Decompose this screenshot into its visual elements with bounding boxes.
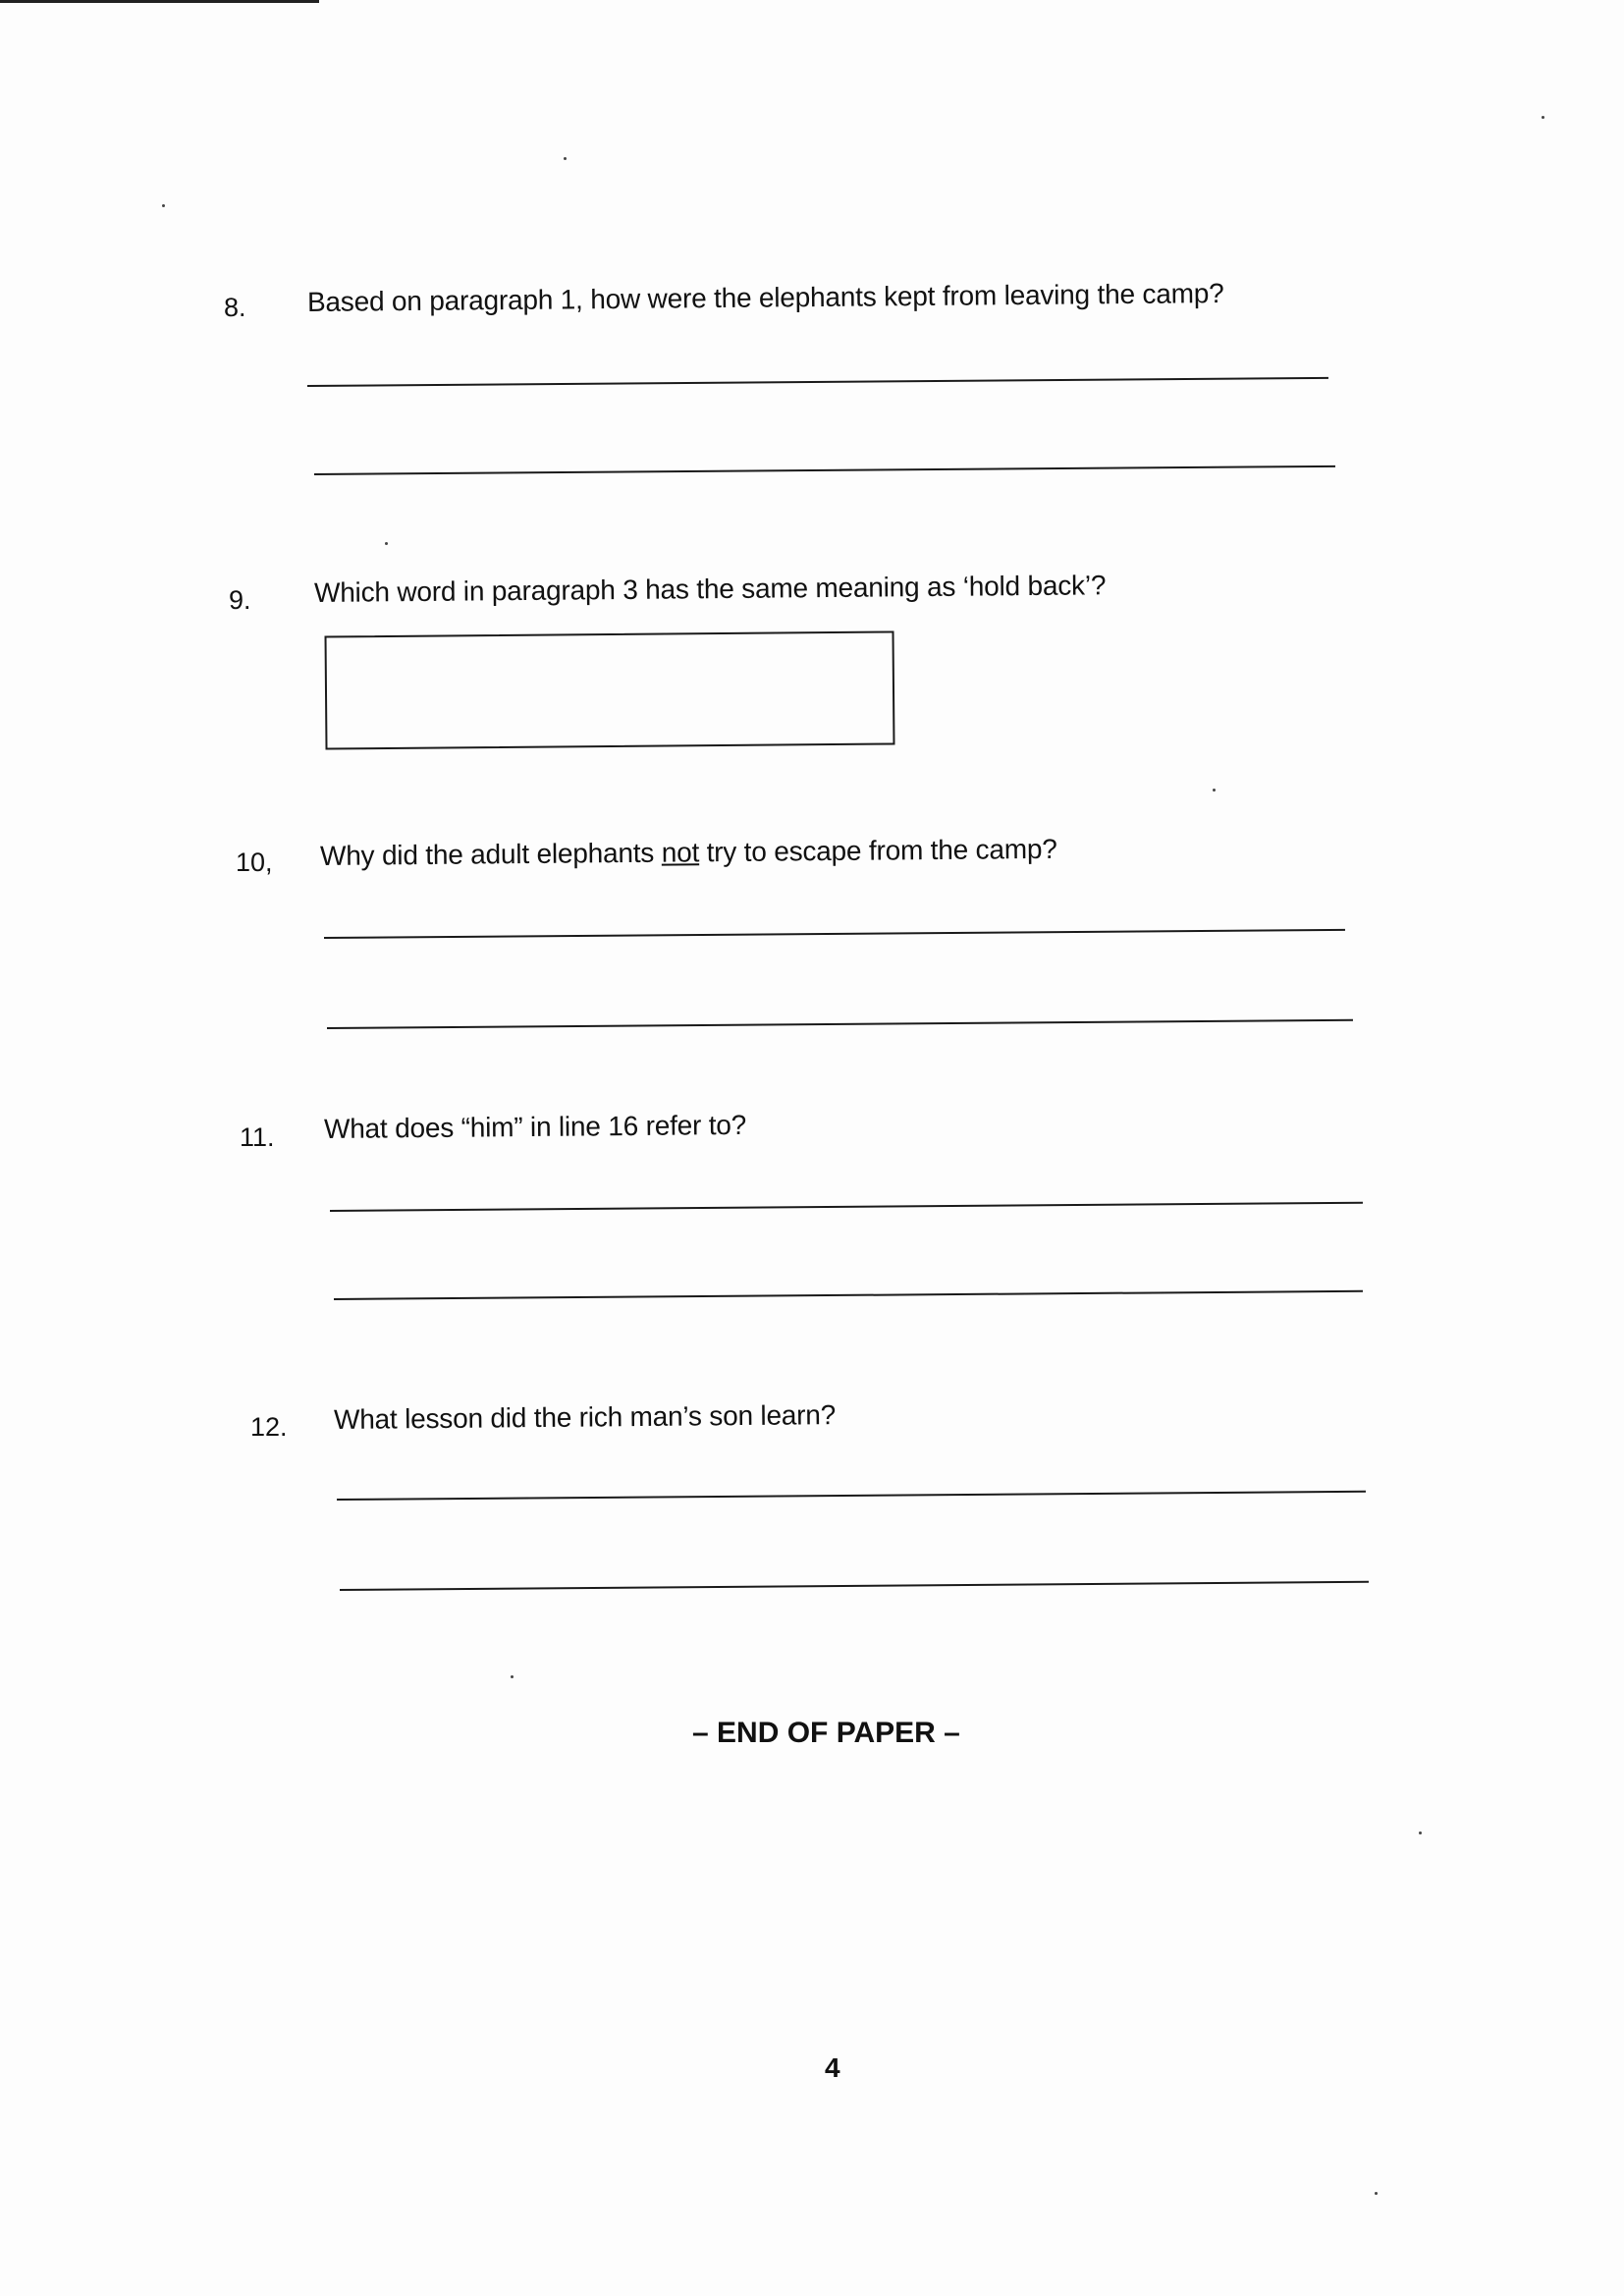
answer-line[interactable] <box>340 1581 1369 1591</box>
scan-speck <box>1213 789 1216 792</box>
top-edge-rule <box>0 0 319 3</box>
question-number: 9. <box>229 585 251 615</box>
answer-line[interactable] <box>327 1019 1353 1029</box>
scan-speck <box>564 157 567 160</box>
answer-line[interactable] <box>324 929 1345 939</box>
question-text-emphasis: not <box>661 837 700 868</box>
question-text: Based on paragraph 1, how were the elephants kept from leaving the camp? <box>306 278 1224 317</box>
answer-line[interactable] <box>334 1290 1363 1300</box>
scan-speck <box>511 1675 514 1678</box>
page-number: 4 <box>825 2052 840 2083</box>
answer-line[interactable] <box>307 377 1328 387</box>
scan-speck <box>1542 116 1544 119</box>
answer-line[interactable] <box>337 1491 1366 1501</box>
question-number: 10, <box>236 847 273 877</box>
question-text-start: Why did the adult elephants <box>319 837 662 871</box>
answer-line[interactable] <box>330 1202 1363 1212</box>
question-number: 11. <box>240 1122 275 1152</box>
answer-box[interactable] <box>325 630 895 749</box>
answer-line[interactable] <box>314 465 1335 475</box>
question-text: What lesson did the rich man’s son learn? <box>333 1399 837 1435</box>
scan-speck <box>162 204 165 207</box>
scan-speck <box>385 542 388 545</box>
question-number: 12. <box>250 1412 288 1442</box>
question-number: 8. <box>224 293 246 322</box>
question-text-end: try to escape from the camp? <box>698 833 1057 868</box>
end-of-paper-label: – END OF PAPER – <box>692 1717 960 1749</box>
question-text <box>320 834 1057 872</box>
question-text: What does “him” in line 16 refer to? <box>323 1109 747 1144</box>
scan-speck <box>1375 2192 1378 2195</box>
scan-speck <box>1419 1831 1422 1834</box>
question-text: Which word in paragraph 3 has the same meaning as ‘hold back’? <box>313 570 1107 608</box>
